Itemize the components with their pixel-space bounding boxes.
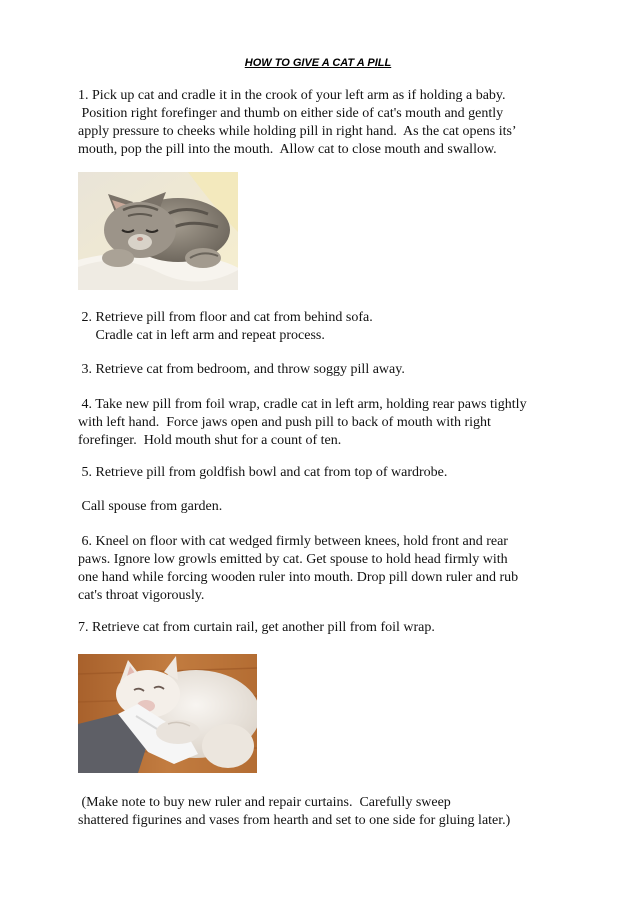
text-line: one hand while forcing wooden ruler into mouth. Drop pill down ruler and rub [78, 570, 519, 585]
sleeping-kitten-photo [78, 172, 238, 290]
text-line: (Make note to buy new ruler and repair curtains. Carefully sweep [78, 795, 451, 810]
text-line: paws. Ignore low growls emitted by cat. Get spouse to hold head firmly with [78, 552, 508, 567]
text-line: 3. Retrieve cat from bedroom, and throw soggy pill away. [78, 362, 405, 377]
text-line: mouth, pop the pill into the mouth. Allow cat to close mouth and swallow. [78, 142, 497, 157]
step-1-paragraph [78, 87, 517, 159]
white-cat-photo [78, 654, 257, 773]
text-line: 2. Retrieve pill from floor and cat from behind sofa. [78, 310, 373, 325]
text-line: 7. Retrieve cat from curtain rail, get another pill from foil wrap. [78, 620, 435, 635]
final-note-paragraph [78, 794, 510, 830]
text-line: 4. Take new pill from foil wrap, cradle cat in left arm, holding rear paws tightly [78, 397, 527, 412]
text-line: with left hand. Force jaws open and push pill to back of mouth with right [78, 415, 491, 430]
text-line: Call spouse from garden. [78, 499, 223, 514]
step-3-paragraph [78, 361, 405, 379]
text-line: 6. Kneel on floor with cat wedged firmly between knees, hold front and rear [78, 534, 508, 549]
step-2-paragraph [78, 309, 373, 345]
text-line: shattered figurines and vases from hearth and set to one side for gluing later.) [78, 813, 511, 828]
text-line: 1. Pick up cat and cradle it in the crook of your left arm as if holding a baby. [78, 88, 506, 103]
text-line: Cradle cat in left arm and repeat process. [78, 328, 325, 343]
sleeping-kitten-image [78, 172, 238, 290]
title-container [0, 55, 636, 70]
step-4-paragraph [78, 396, 527, 450]
step-5-paragraph [78, 464, 447, 482]
step-6-paragraph [78, 533, 518, 605]
text-line: Position right forefinger and thumb on either side of cat's mouth and gently [78, 106, 504, 121]
text-line: forefinger. Hold mouth shut for a count of ten. [78, 433, 342, 448]
step-7-paragraph [78, 619, 435, 637]
text-line: cat's throat vigorously. [78, 588, 205, 603]
text-line: 5. Retrieve pill from goldfish bowl and cat from top of wardrobe. [78, 465, 448, 480]
white-cat-image [78, 654, 257, 773]
call-spouse-paragraph [78, 498, 222, 516]
page-title: HOW TO GIVE A CAT A PILL [244, 57, 392, 69]
text-line: apply pressure to cheeks while holding pill in right hand. As the cat opens its’ [78, 124, 517, 139]
